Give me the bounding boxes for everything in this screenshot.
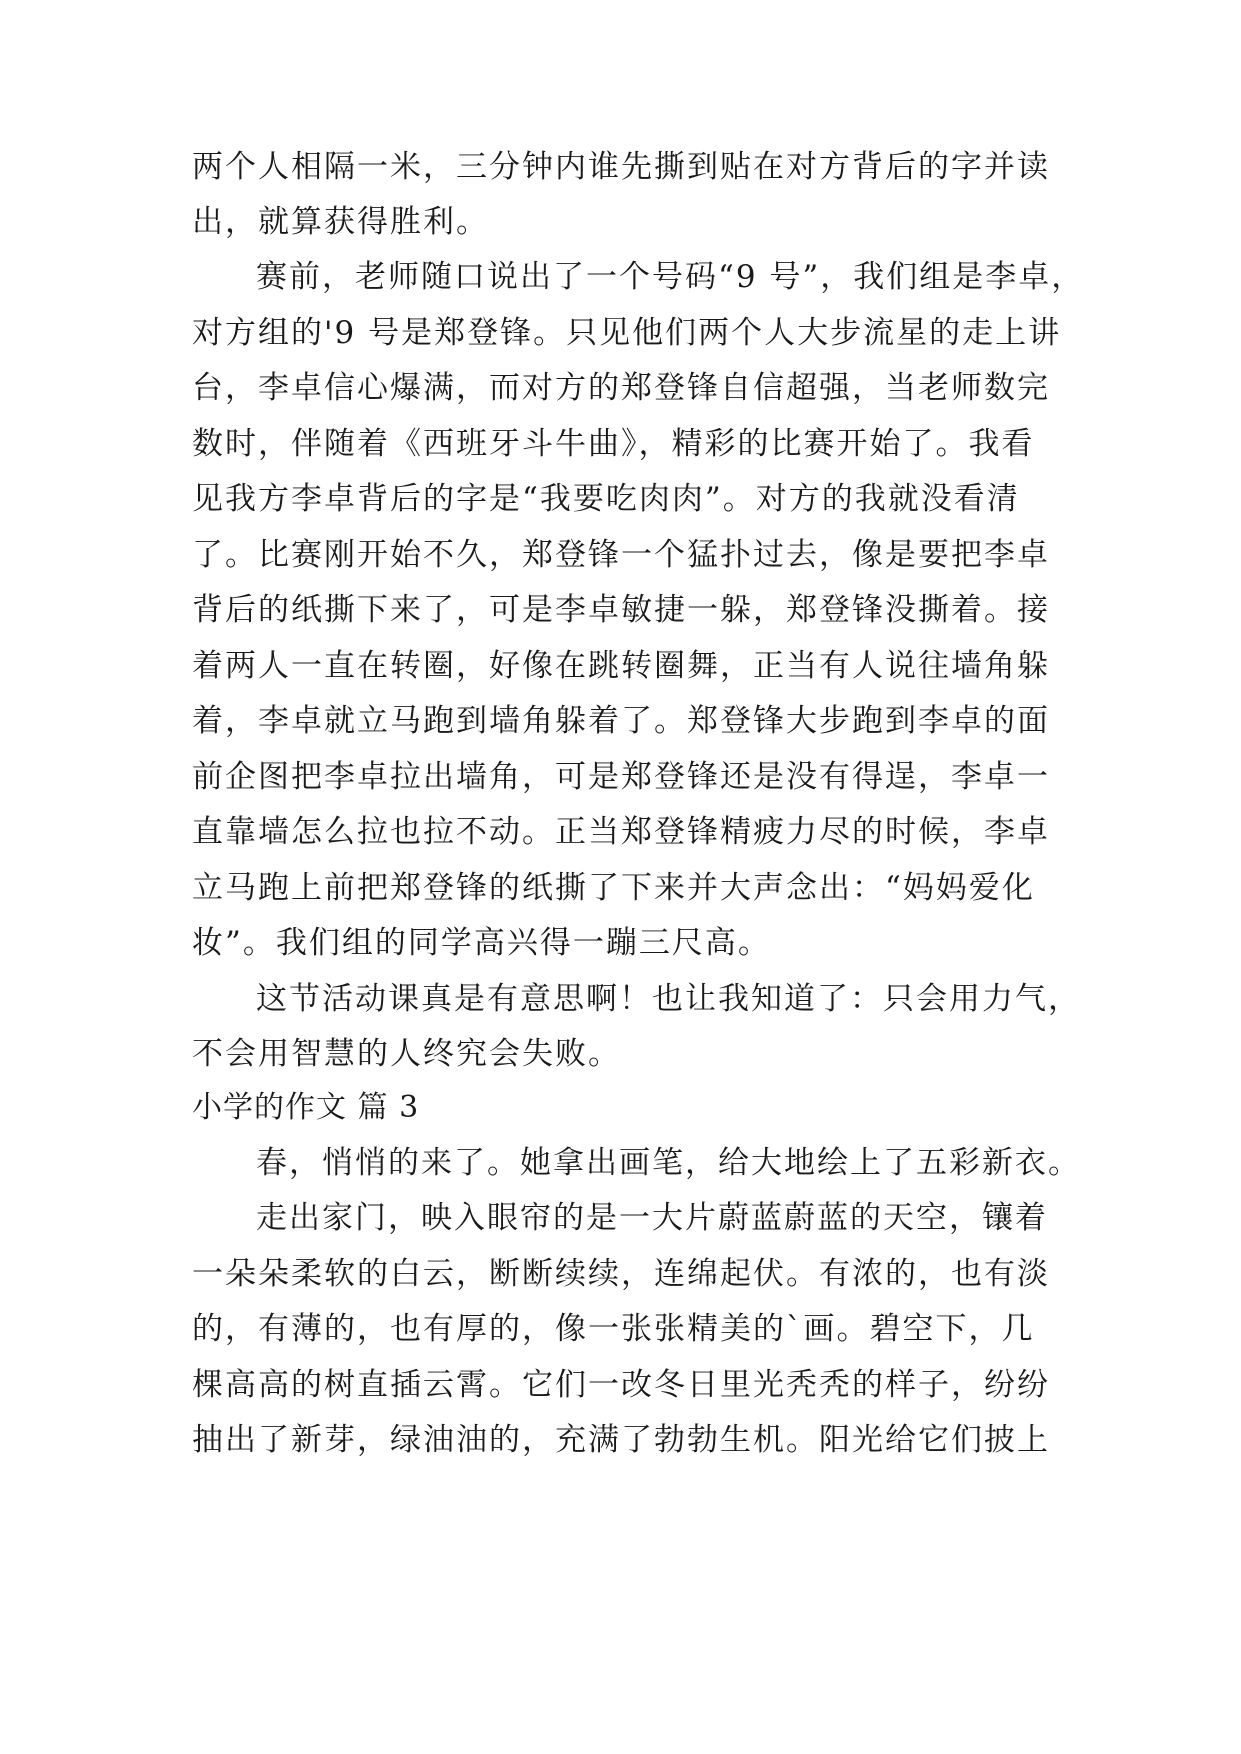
text-line: 前企图把李卓拉出墙角，可是郑登锋还是没有得逞，李卓一 bbox=[192, 759, 1050, 795]
text-line: 妆”。我们组的同学高兴得一蹦三尺高。 bbox=[192, 925, 771, 961]
paragraph-start-line: 这节活动课真是有意思啊！也让我知道了：只会用力气， bbox=[256, 981, 1081, 1017]
text-line: 不会用智慧的人终究会失败。 bbox=[192, 1036, 621, 1072]
text-line: 见我方李卓背后的字是“我要吃肉肉”。对方的我就没看清 bbox=[192, 481, 1020, 517]
text-line: 棵高高的树直插云霄。它们一改冬日里光秃秃的样子，纷纷 bbox=[192, 1367, 1050, 1403]
section-heading: 小学的作文 篇 3 bbox=[192, 1090, 420, 1125]
text-line: 的，有薄的，也有厚的，像一张张精美的`画。碧空下，几 bbox=[192, 1311, 1035, 1347]
text-line: 对方组的'9 号是郑登锋。只见他们两个人大步流星的走上讲 bbox=[192, 315, 1062, 351]
text-line: 了。比赛刚开始不久，郑登锋一个猛扑过去，像是要把李卓 bbox=[192, 537, 1050, 573]
text-line: 台，李卓信心爆满，而对方的郑登锋自信超强，当老师数完 bbox=[192, 370, 1050, 406]
text-line: 数时，伴随着《西班牙斗牛曲》，精彩的比赛开始了。我看 bbox=[192, 426, 1035, 462]
text-line: 立马跑上前把郑登锋的纸撕了下来并大声念出：“妈妈爱化 bbox=[192, 870, 1035, 906]
text-line: 背后的纸撕下来了，可是李卓敏捷一躲，郑登锋没撕着。接 bbox=[192, 592, 1050, 628]
paragraph-start-line: 走出家门，映入眼帘的是一大片蔚蓝蔚蓝的天空，镶着 bbox=[256, 1200, 1048, 1236]
text-line: 着，李卓就立马跑到墙角躲着了。郑登锋大步跑到李卓的面 bbox=[192, 703, 1050, 739]
paragraph-start-line: 赛前，老师随口说出了一个号码“9 号”，我们组是李卓， bbox=[256, 259, 1085, 295]
text-line: 抽出了新芽，绿油油的，充满了勃勃生机。阳光给它们披上 bbox=[192, 1422, 1050, 1458]
text-line: 一朵朵柔软的白云，断断续续，连绵起伏。有浓的，也有淡 bbox=[192, 1256, 1050, 1292]
text-line: 着两人一直在转圈，好像在跳转圈舞，正当有人说往墙角躲 bbox=[192, 648, 1050, 684]
text-line: 直靠墙怎么拉也拉不动。正当郑登锋精疲力尽的时候，李卓 bbox=[192, 814, 1050, 850]
text-line: 出，就算获得胜利。 bbox=[192, 204, 489, 240]
paragraph-start-line: 春，悄悄的来了。她拿出画笔，给大地绘上了五彩新衣。 bbox=[256, 1145, 1081, 1181]
text-line: 两个人相隔一米，三分钟内谁先撕到贴在对方背后的字并读 bbox=[192, 149, 1050, 185]
